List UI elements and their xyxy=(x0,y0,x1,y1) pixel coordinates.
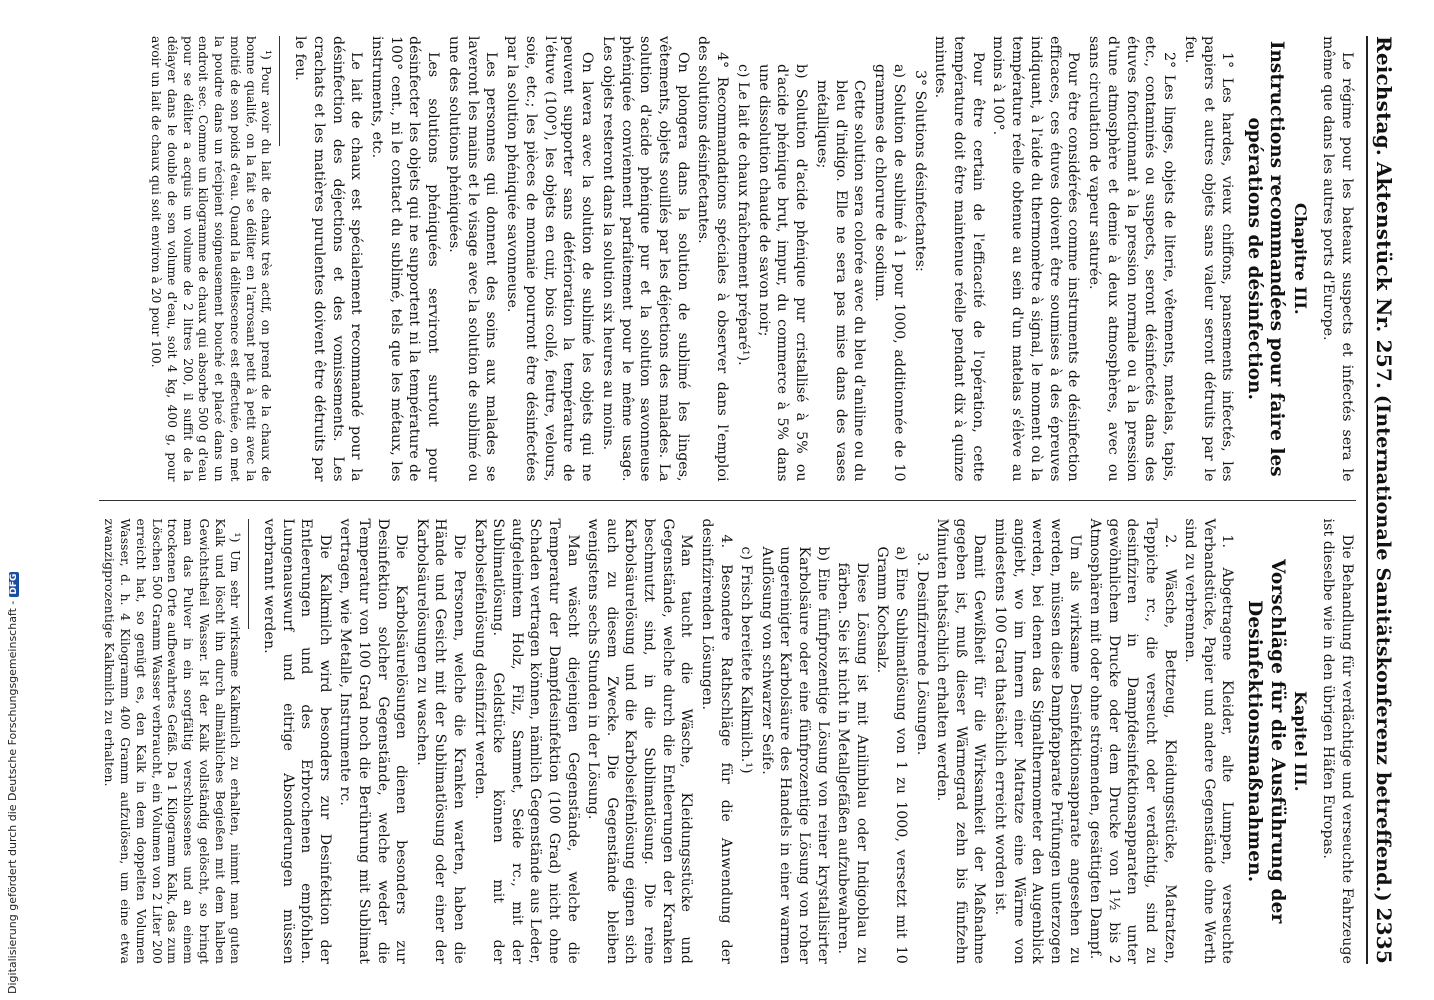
french-intro: Le régime pour les bateaux suspects et infectés sera le même que dans les autres ports d'Europe. xyxy=(1320,36,1355,482)
french-list-item: a) Solution de sublimé à 1 pour 1000, additionnée de 10 grammes de chlorure de sodium. xyxy=(872,64,907,482)
running-head-title: (Internationale Sanitätskonferenz betreffend.) xyxy=(1372,394,1394,902)
french-list-item: c) Le lait de chaux fraîchement préparé¹). xyxy=(734,64,751,366)
french-list-item: b) Solution d'acide phénique pur cristallisé à 5% ou d'acide phénique brut, impur, du commerce à 5% dans une dissolution chaude de savon noir; xyxy=(755,64,810,482)
footnote-rule xyxy=(248,519,249,629)
german-column xyxy=(99,519,1356,965)
german-paragraph: 2. Wäsche, Bettzeug, Kleidungsstücke, Matratzen, Teppiche rc., die verseucht oder verdächtig, sind zu desinfiziren in Dampfdesinfektionsapparaten unter gewöhnlichem Drucke oder dem Drucke von 1½ bis 2 Atmosphären mit oder ohne strömenden, gesättigten Dampf. xyxy=(1087,518,1178,964)
running-head-document: Aktenstück Nr. 257. xyxy=(1372,161,1396,390)
german-list-continuation: Diese Lösung ist mit Anilinblau oder Indigoblau zu färben. Sie ist nicht in Metallgefäßen aufzubewahren. xyxy=(835,562,870,964)
french-section-heading: Instructions recommandées pour faire les opérations de désinfection. xyxy=(1243,40,1288,477)
french-paragraph: Pour être considérées comme instruments de désinfection efficaces, ces étuves doivent être soumises à des épreuves indiquant, à l'aide du thermomètre à signal, le moment où la température réelle obtenue au sein d'un matelas s'élève au moins à 100°. xyxy=(990,36,1082,482)
german-paragraph: Die Karbolsäurelösungen dienen besonders zur Desinfektion solcher Gegenstände, welche weder die Temperatur von 100 Grad noch die Berührung mit Sublimat vertragen, wie Metalle, Instrumente rc. xyxy=(337,518,410,964)
german-paragraph: Man taucht die Wäsche, Kleidungsstücke und Gegenstände, welche durch die Entleerungen der Kranken beschmutzt sind, in die Sublimatlösung. Die reine Karbolsäurelösung und die Karbolseifenlösung eignen sich auch zu diesem Zwecke. Die Gegenstände bleiben wenigstens sechs Stunden in der Lösung. xyxy=(585,518,695,964)
footnote-rule xyxy=(279,36,280,146)
german-list-item: c) Frisch bereitete Kalkmilch.¹) xyxy=(738,546,755,774)
french-paragraph: On plongera dans la solution de sublimé les linges, vêtements, objets souillés par les déjections des malades. La solution d'acide phénique pur et la solution savonneuse phéniquée conviennent parfaitement pour le même usage. Les objets resteront dans la solution six heures au moins. xyxy=(599,36,691,482)
german-intro: Die Behandlung für verdächtige und verseuchte Fahrzeuge ist dieselbe wie in den übrigen Häfen Europas. xyxy=(1320,518,1355,965)
german-paragraph: Die Kalkmilch wird besonders zur Desinfektion der Entleerungen und des Erbrochenen empfohlen. Lungenauswurf und eitrige Absonderungen müssen verbrannt werden. xyxy=(260,518,333,964)
french-footnote: ¹) Pour avoir du lait de chaux très actif, on prend de la chaux de bonne qualité, on la fait se déliter en l'arrosant petit à petit avec la moitié de son poids d'eau. Quand la délitescence est effectuée, on met la poudre dans un récipient soigneusement bouché et placé dans un endroit sec. Comme un kilogramme de chaux qui absorbe 500 g d'eau pour se déliter a acquis un volume de 2 litres 200, il suffit de la délayer dans le double de son volume d'eau, soit 4 kg, 400 g, pour avoir un lait de chaux qui soit environ à 20 pour 100. xyxy=(149,36,274,482)
french-paragraph: Le lait de chaux est spécialement recommandé pour la désinfection des déjections et des vomissements. Les crachats et les matières purulentes doivent être détruits par le feu. xyxy=(292,36,365,482)
french-list-continuation: Cette solution sera colorée avec du bleu d'aniline ou du bleu d'indigo. Elle ne sera pas mise dans des vases métalliques; xyxy=(813,80,868,482)
running-head-left: Reichstag. xyxy=(1372,36,1396,157)
german-paragraph: Die Personen, welche die Kranken warten, haben die Hände und Gesicht mit der Sublimatlösung oder einer der Karbolsäurelösungen zu waschen. xyxy=(413,518,468,964)
french-paragraph: 2° Les linges, objets de literie, vêtements, matelas, tapis, etc., contaminés ou suspects, seront désinfectés dans des étuves fonctionnant à la pression normale ou à la pression d'une atmosphère et demie à deux atmosphères, avec ou sans circulation de vapeur saturée. xyxy=(1086,36,1178,482)
german-chapter-title: Kapitel III. xyxy=(1290,690,1310,792)
german-list-item: b) Eine fünfprozentige Lösung von reiner krystallisirter Karbolsäure oder eine fünfprozentige Lösung von roher ungereinigter Karbolsäure des Handels in einer warmen Auflösung von schwarzer Seife. xyxy=(758,546,831,964)
french-paragraph: On lavera avec la solution de sublimé les objets qui ne peuvent supporter sans détérioration la température de l'étuve (100°), les objets en cuir, bois collé, feutre, velours, soie, etc.; les pièces de monnaie pourront être désinfectées par la solution phéniquée savonneuse. xyxy=(504,36,596,482)
document-sheet xyxy=(94,0,1434,1000)
two-column-body xyxy=(99,36,1356,964)
running-head xyxy=(1366,36,1396,964)
credit-text: Digitalisierung gefördert durch die Deutsche Forschungsgemeinschaft - xyxy=(6,600,19,994)
column-divider xyxy=(99,500,1356,501)
german-subheading: 3. Desinfizirende Lösungen. xyxy=(913,552,930,756)
french-chapter-title: Chapitre III. xyxy=(1290,202,1310,315)
german-paragraph: Um als wirksame Desinfektionsapparate angesehen zu werden, müssen diese Dampfapparate Prüfungen unterzogen werden, bei denen das Signalthermometer den Augenblick angiebt, wo im Innern einer Matratze eine Wärme von mindestens 100 Grad thatsächlich erreicht worden ist. xyxy=(992,518,1083,964)
dfg-logo: DFG xyxy=(9,573,19,595)
german-paragraph: Man wäscht diejenigen Gegenstände, welche die Temperatur der Dampfdesinfektion (100 Grad) nicht ohne Schaden vertragen können, nämlich Gegenstände aus Leder, aufgeleimtem Holz, Filz, Sammet, Seide rc., mit der Sublimatlösung. Geldstücke können mit der Karbolseifenlösung desinfizirt werden. xyxy=(471,518,581,964)
german-paragraph: 1. Abgetragene Kleider, alte Lumpen, verseuchte Verbandstücke, Papier und andere Gegenstände ohne Werth sind zu verbrennen. xyxy=(1182,518,1236,964)
page-number: 2335 xyxy=(1372,907,1396,964)
french-column xyxy=(99,36,1356,482)
german-section-heading: Vorschläge für die Ausführung der Desinfektionsmaßnahmen. xyxy=(1243,559,1288,924)
german-footnote: ¹) Um sehr wirksame Kalkmilch zu erhalten, nimmt man guten Kalk und löscht ihn durch allmähliches Begießen mit dem halben Gewichtstheil Wasser. Ist der Kalk vollständig gelöscht, so bringt man das Pulver in ein sorgfältig verschlossenes und an einem trockenen Orte aufbewahrtes Gefäß. Da 1 Kilogramm Kalk, das zum Löschen 500 Gramm Wasser verbraucht, ein Volumen von 2 Liter 200 erreicht hat, so genügt es, den Kalk in dem doppelten Volumen Wasser, d. h. 4 Kilogramm 400 Gramm aufzulösen, um eine etwa zwanzigprozentige Kalkmilch zu erhalten. xyxy=(102,518,243,964)
german-subheading: 4. Besondere Rathschläge für die Anwendung der desinfizirenden Lösungen. xyxy=(698,518,734,964)
french-subheading: 3° Solutions désinfectantes: xyxy=(911,70,928,272)
french-paragraph: Les personnes qui donnent des soins aux malades se laveront les mains et le visage avec la solution de sublimé ou une des solutions phéniquées. xyxy=(445,36,500,482)
french-subheading: 4° Recommandations spéciales à observer dans l'emploi des solutions désinfectantes. xyxy=(695,36,731,482)
german-paragraph: Damit Gewißheit für die Wirksamkeit der Maßnahme gegeben ist, muß dieser Wärmegrad zehn bis fünfzehn Minuten thatsächlich erhalten werden. xyxy=(934,518,988,964)
french-paragraph: 1° Les hardes, vieux chiffons, pansements infectés, les papiers et autres objets sans valeur seront détruits par le feu. xyxy=(1181,36,1236,482)
french-paragraph: Les solutions phéniquées serviront surtout pour désinfecter les objets qui ne supportent ni la température de 100° cent., ni le contact du sublimé, tels que les métaux, les instruments, etc. xyxy=(368,36,442,482)
french-paragraph: Pour être certain de l'efficacité de l'opération, cette température doit être maintenue réelle pendant dix à quinze minutes. xyxy=(932,36,986,482)
german-list-item: a) Eine Sublimatlösung von 1 zu 1000, versetzt mit 10 Gramm Kochsalz. xyxy=(874,546,910,964)
